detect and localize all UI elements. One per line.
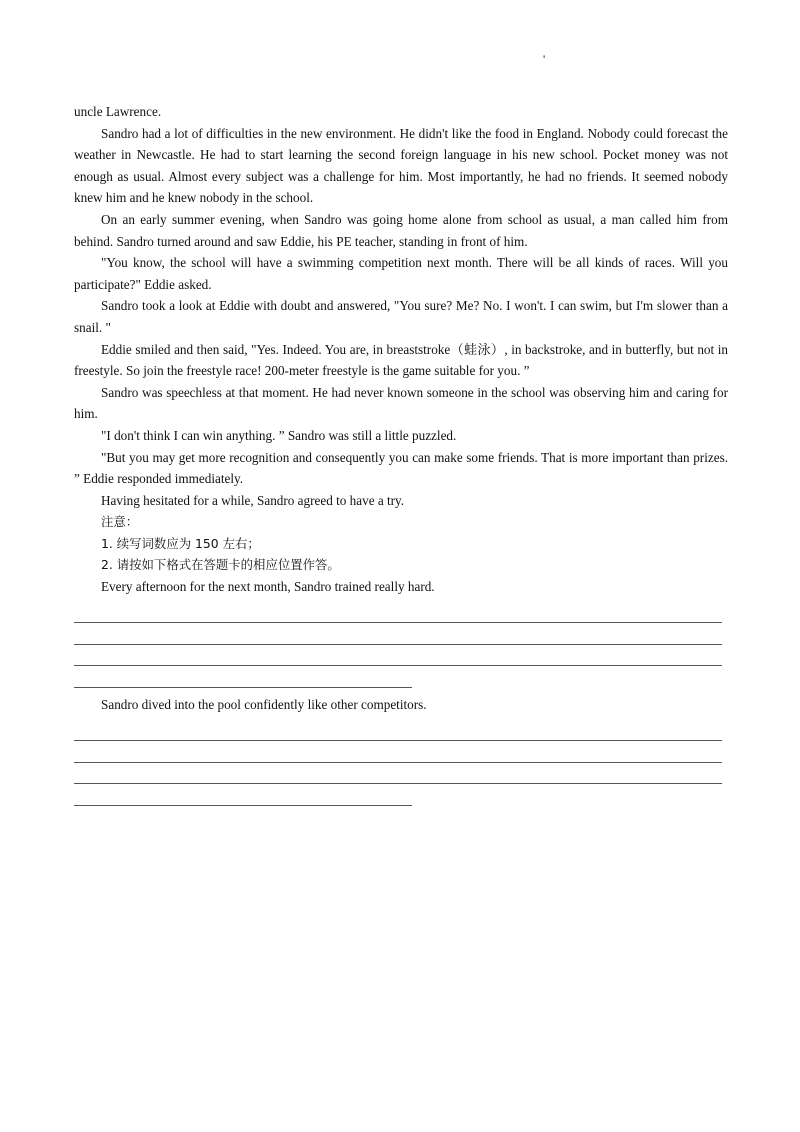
paragraph: Sandro was speechless at that moment. He had never known someone in the school was observing him and caring for him. — [74, 384, 728, 422]
answer-lines-2 — [74, 720, 728, 806]
continuation-prompt-1: Every afternoon for the next month, Sandro trained really hard. — [101, 579, 435, 595]
notes-title: 注意： — [101, 514, 139, 530]
answer-line[interactable] — [74, 666, 412, 688]
answer-line[interactable] — [74, 720, 722, 742]
answer-line[interactable] — [74, 784, 412, 806]
paragraph: Sandro had a lot of difficulties in the new environment. He didn't like the food in England. Nobody could forecast the weather in Newcastle. He had to start learning the second foreign language in his new school. Pocket money was not enough as usual. Almost every subject was a challenge for him. Most importantly, he had no friends. It seemed nobody knew him and he knew nobody in the school. — [74, 125, 728, 206]
note-item: 2. 请按如下格式在答题卡的相应位置作答。 — [101, 557, 340, 573]
passage — [74, 101, 728, 806]
paragraph: Having hesitated for a while, Sandro agreed to have a try. — [101, 492, 405, 508]
note-item: 1. 续写词数应为 150 左右； — [101, 535, 260, 551]
answer-line[interactable] — [74, 623, 722, 645]
paragraph: "I don't think I can win anything. ” Sandro was still a little puzzled. — [101, 427, 457, 443]
answer-lines-1 — [74, 602, 728, 688]
header-mark: ' — [543, 52, 546, 66]
answer-line[interactable] — [74, 645, 722, 667]
paragraph: Sandro took a look at Eddie with doubt and answered, "You sure? Me? No. I won't. I can swim, but I'm slower than a snail. " — [74, 298, 728, 335]
answer-line[interactable] — [74, 602, 722, 624]
answer-line[interactable] — [74, 741, 722, 763]
paragraph: Eddie smiled and then said, "Yes. Indeed. You are, in breaststroke（蛙泳）, in backstroke, and in butterfly, but not in freestyle. So join the freestyle race! 200-meter freestyle is the game suitable for you. ” — [74, 341, 728, 379]
answer-line[interactable] — [74, 763, 722, 785]
continuation-prompt-2: Sandro dived into the pool confidently like other competitors. — [101, 697, 427, 713]
paragraph: "You know, the school will have a swimming competition next month. There will be all kinds of races. Will you participate?" Eddie asked. — [74, 255, 728, 292]
paragraph: "But you may get more recognition and consequently you can make some friends. That is more important than prizes. ” Eddie responded immediately. — [74, 449, 728, 487]
paragraph: uncle Lawrence. — [74, 104, 162, 119]
paragraph: On an early summer evening, when Sandro was going home alone from school as usual, a man called him from behind. Sandro turned around and saw Eddie, his PE teacher, standing in front of him. — [74, 211, 728, 249]
